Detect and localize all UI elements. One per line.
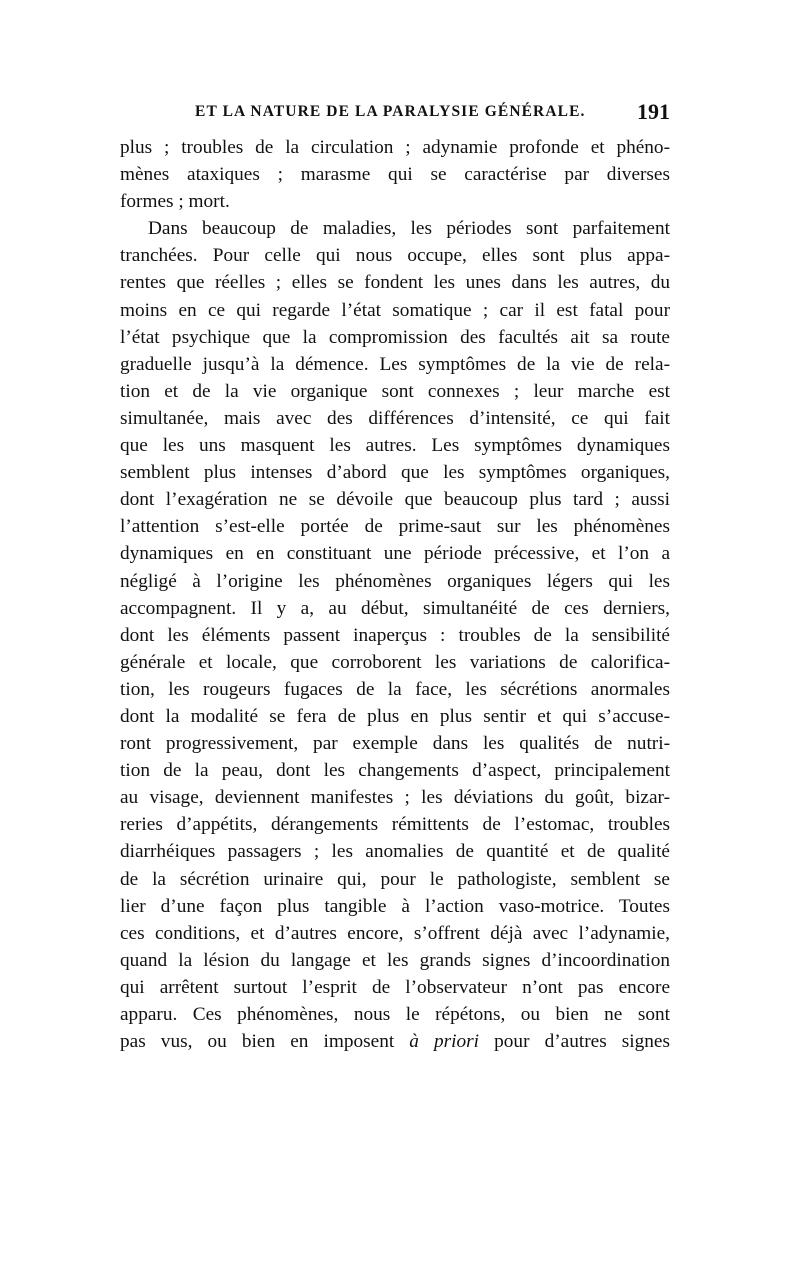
text-line: lier d’une façon plus tangible à l’action vaso-motrice. Toutes bbox=[120, 895, 670, 917]
text-line: dynamiques en en constituant une période précessive, et l’on a bbox=[120, 543, 670, 565]
text-line: tranchées. Pour celle qui nous occupe, elles sont plus appa- bbox=[120, 245, 670, 267]
italic-phrase: à priori bbox=[409, 1031, 480, 1053]
running-head bbox=[125, 100, 670, 130]
text-line: qui arrêtent surtout l’esprit de l’observateur n’ont pas encore bbox=[120, 976, 670, 998]
text-line: simultanée, mais avec des différences d’intensité, ce qui fait bbox=[120, 407, 670, 429]
text-line: tion de la peau, dont les changements d’aspect, principalement bbox=[120, 760, 670, 782]
text-line: l’état psychique que la compromission des facultés ait sa route bbox=[120, 326, 670, 348]
text-line: mènes ataxiques ; marasme qui se caractérise par diverses bbox=[120, 164, 670, 186]
running-title: ET LA NATURE DE LA PARALYSIE GÉNÉRALE. bbox=[195, 103, 586, 120]
text-line: graduelle jusqu’à la démence. Les symptômes de la vie de rela- bbox=[120, 353, 670, 375]
text-line: tion, les rougeurs fugaces de la face, les sécrétions anormales bbox=[120, 678, 670, 700]
page-number: 191 bbox=[637, 99, 670, 124]
text-line: dont la modalité se fera de plus en plus sentir et qui s’accuse- bbox=[120, 705, 670, 727]
text-segment: pour d’autres signes bbox=[479, 1031, 670, 1053]
text-line: négligé à l’origine les phénomènes organiques légers qui les bbox=[120, 570, 670, 592]
text-line: plus ; troubles de la circulation ; adynamie profonde et phéno- bbox=[120, 137, 670, 158]
text-line: que les uns masquent les autres. Les symptômes dynamiques bbox=[120, 435, 670, 457]
text-line: semblent plus intenses d’abord que les symptômes organiques, bbox=[120, 462, 670, 484]
text-line: ront progressivement, par exemple dans les qualités de nutri- bbox=[120, 733, 670, 755]
text-line: dont l’exagération ne se dévoile que beaucoup plus tard ; aussi bbox=[120, 489, 670, 511]
text-line: ces conditions, et d’autres encore, s’offrent déjà avec l’adynamie, bbox=[120, 922, 670, 944]
text-line-last bbox=[120, 1028, 670, 1055]
text-line: moins en ce qui regarde l’état somatique ; car il est fatal pour bbox=[120, 299, 670, 321]
text-line: reries d’appétits, dérangements rémittents de l’estomac, troubles bbox=[120, 814, 670, 836]
text-line: diarrhéiques passagers ; les anomalies de quantité et de qualité bbox=[120, 841, 670, 863]
text-line: quand la lésion du langage et les grands signes d’incoordination bbox=[120, 949, 670, 971]
text-line: accompagnent. Il y a, au début, simultanéité de ces derniers, bbox=[120, 597, 670, 619]
text-line: formes ; mort. bbox=[120, 191, 230, 213]
text-line: apparu. Ces phénomènes, nous le répétons, ou bien ne sont bbox=[120, 1004, 670, 1025]
text-line: dont les éléments passent inaperçus : troubles de la sensibilité bbox=[120, 624, 670, 646]
text-line: l’attention s’est-elle portée de prime-saut sur les phénomènes bbox=[120, 516, 670, 538]
text-line: au visage, deviennent manifestes ; les déviations du goût, bizar- bbox=[120, 787, 670, 809]
text-segment: pas vus, ou bien en imposent bbox=[120, 1031, 410, 1053]
text-line: tion et de la vie organique sont connexes ; leur marche est bbox=[120, 380, 670, 402]
body-text bbox=[120, 134, 670, 1055]
text-line: Dans beaucoup de maladies, les périodes sont parfaitement bbox=[148, 218, 670, 240]
text-line: de la sécrétion urinaire qui, pour le pathologiste, semblent se bbox=[120, 868, 670, 890]
text-line: générale et locale, que corroborent les variations de calorifica- bbox=[120, 651, 670, 673]
text-line: rentes que réelles ; elles se fondent les unes dans les autres, du bbox=[120, 272, 670, 294]
